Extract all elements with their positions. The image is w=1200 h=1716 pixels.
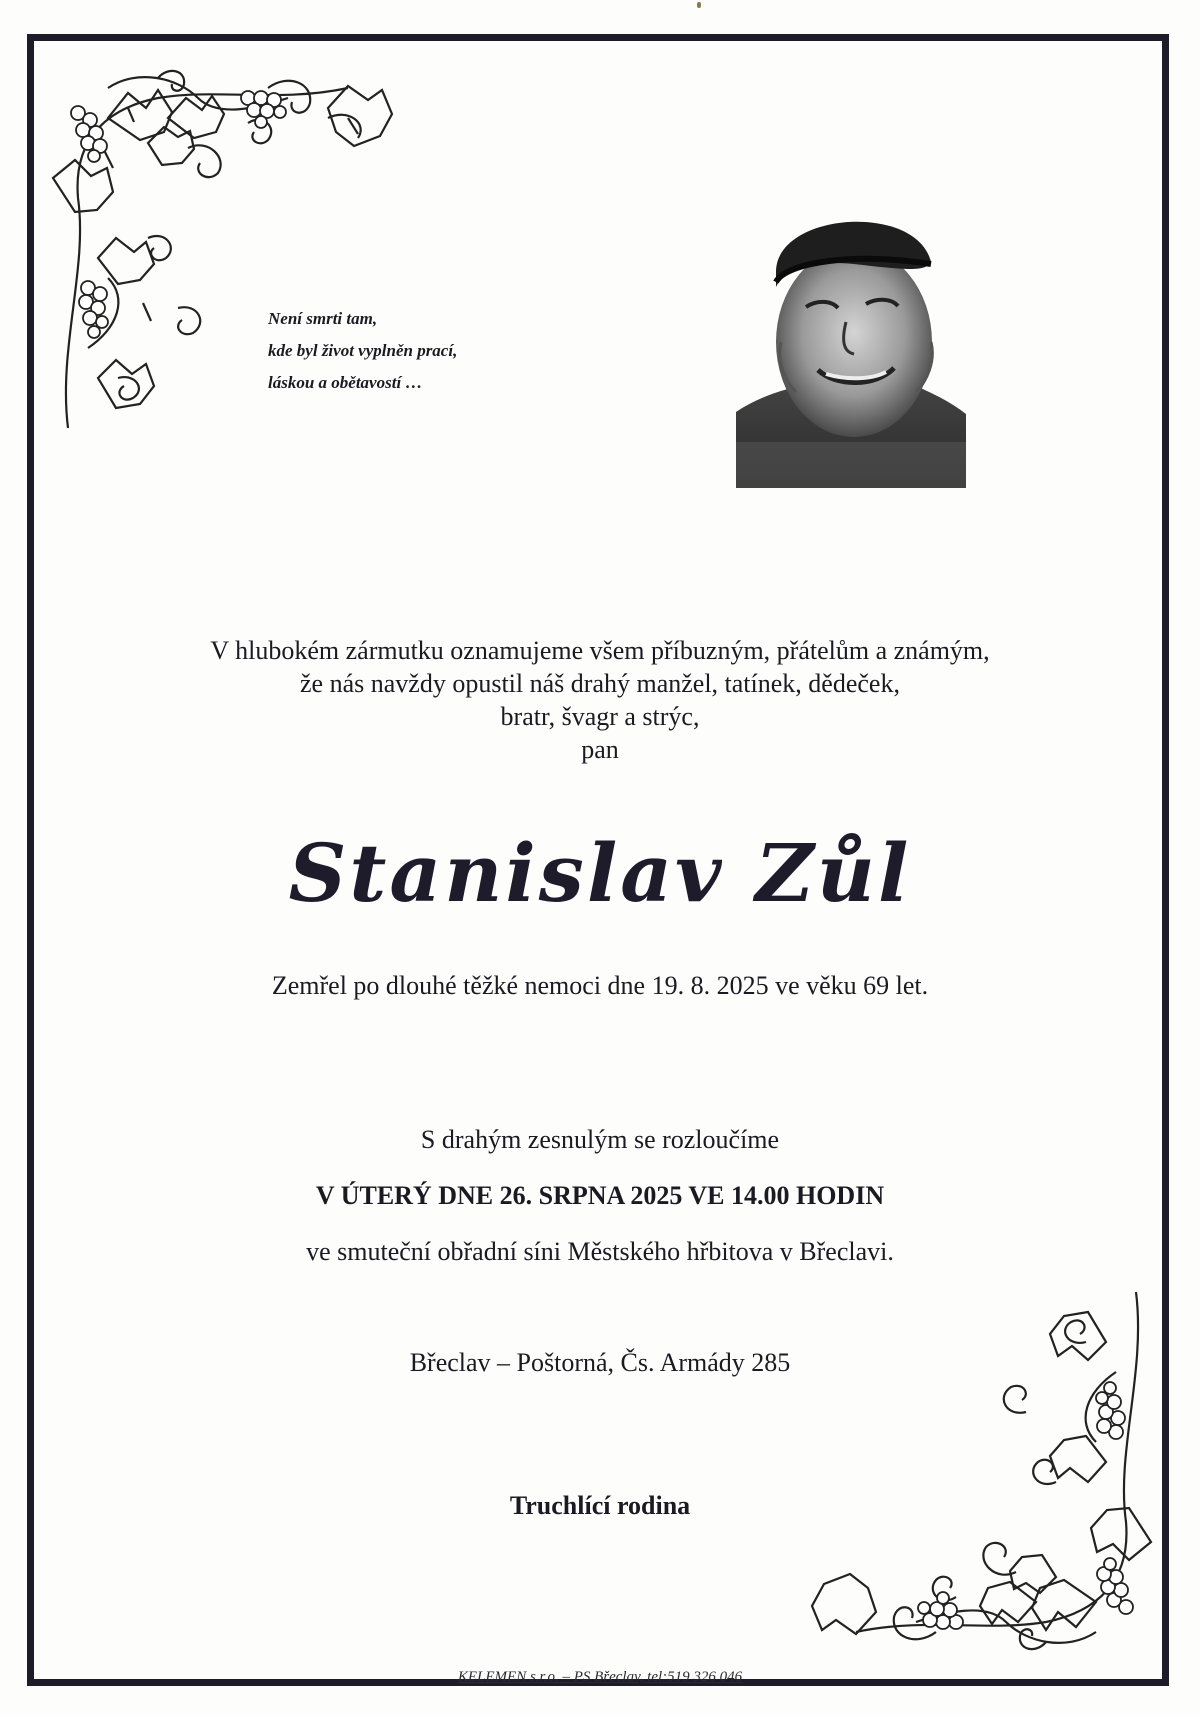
speck: [697, 2, 701, 8]
announcement-line: V hlubokém zármutku oznamujeme všem příbuzným, přátelům a známým,: [210, 636, 990, 665]
farewell-intro: S drahým zesnulým se rozloučíme: [420, 1125, 780, 1154]
quote-line: Není smrti tam,: [268, 309, 378, 328]
memorial-quote: [268, 303, 568, 399]
signature: Truchlící rodina: [509, 1491, 691, 1520]
quote-line: kde byl život vyplněn prací,: [268, 341, 458, 360]
announcement-text: [60, 634, 1140, 766]
portrait-photo: [736, 192, 966, 488]
deceased-name: Stanislav Zůl: [288, 826, 912, 920]
grapevine-ornament-top-left: [48, 48, 428, 468]
quote-line: láskou a obětavostí …: [268, 373, 423, 392]
farewell-datetime: V ÚTERÝ DNE 26. SRPNA 2025 VE 14.00 HODIN: [315, 1181, 885, 1210]
funeral-service-footer: KELEMEN s.r.o. – PS Břeclav, tel:519 326 046: [457, 1669, 743, 1685]
death-notice: Zemřel po dlouhé těžké nemoci dne 19. 8. 2025 ve věku 69 let.: [271, 971, 929, 1000]
grapevine-ornament-bottom-right: [776, 1252, 1156, 1672]
announcement-line: že nás navždy opustil náš drahý manžel, tatínek, dědeček,: [300, 669, 900, 698]
family-address: Břeclav – Poštorná, Čs. Armády 285: [409, 1348, 791, 1377]
announcement-line: pan: [581, 735, 619, 764]
farewell-place: ve smuteční obřadní síni Městského hřbitova v Břeclavi.: [306, 1237, 894, 1266]
announcement-line: bratr, švagr a strýc,: [500, 702, 700, 731]
